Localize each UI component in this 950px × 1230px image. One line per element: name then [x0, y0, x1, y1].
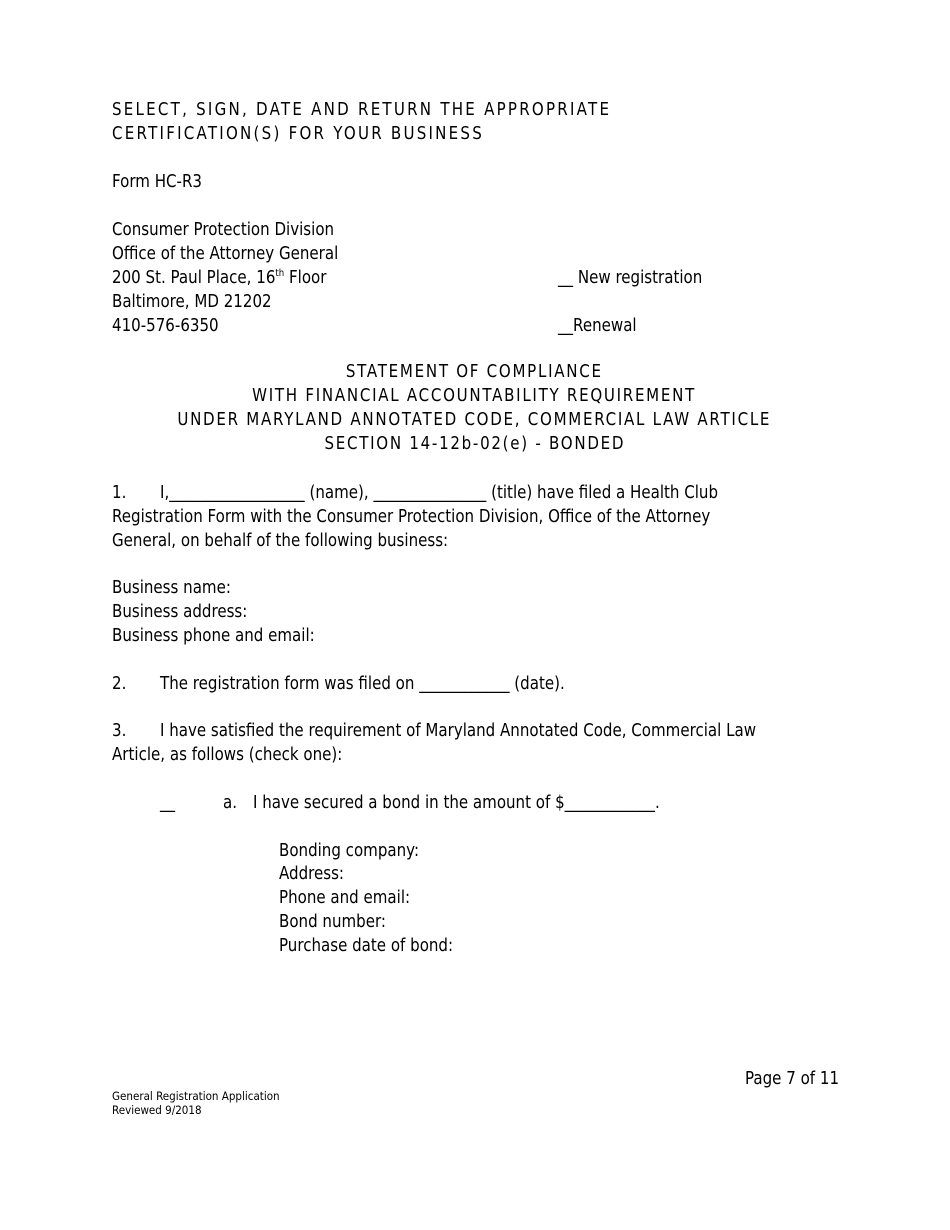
address-street-main: 200 St. Paul Place, 16 — [112, 268, 276, 288]
bond-number-label: Bond number: — [279, 912, 386, 932]
address-phone: 410-576-6350 — [112, 316, 219, 336]
bond-address-label: Address: — [279, 864, 345, 884]
business-name-label: Business name: — [112, 578, 231, 598]
option-a-checkbox[interactable]: __ — [160, 793, 176, 813]
new-registration-checkbox[interactable]: __ New registration — [558, 268, 703, 288]
address-division: Consumer Protection Division — [112, 220, 335, 240]
business-address-label: Business address: — [112, 602, 248, 622]
item-1-line-3: General, on behalf of the following business: — [112, 531, 449, 551]
footer-title: General Registration Application — [112, 1089, 280, 1103]
item-2-text[interactable]: The registration form was filed on ____________ (date). — [160, 674, 565, 694]
bonding-company-label: Bonding company: — [279, 841, 420, 861]
item-2-number: 2. — [112, 674, 127, 694]
option-a-text[interactable]: I have secured a bond in the amount of $____________. — [253, 793, 660, 813]
item-1-line-1[interactable]: I,__________________ (name), _______________ (title) have filed a Health Club — [160, 483, 719, 503]
renewal-checkbox[interactable]: __Renewal — [558, 316, 637, 336]
item-3-number: 3. — [112, 721, 127, 741]
footer-revision: Reviewed 9/2018 — [112, 1103, 202, 1117]
address-street-end: Floor — [284, 268, 327, 288]
address-street — [112, 266, 326, 290]
page-heading-line-1: SELECT, SIGN, DATE AND RETURN THE APPROPRIATE — [112, 100, 612, 120]
statement-title-line-4: SECTION 14-12b-02(e) - BONDED — [324, 434, 625, 454]
statement-title-line-2: WITH FINANCIAL ACCOUNTABILITY REQUIREMENT — [252, 386, 697, 406]
page-heading-line-2: CERTIFICATION(S) FOR YOUR BUSINESS — [112, 124, 485, 144]
form-id: Form HC-R3 — [112, 172, 202, 192]
address-office: Office of the Attorney General — [112, 244, 339, 264]
item-1-number: 1. — [112, 483, 127, 503]
bond-purchase-date-label: Purchase date of bond: — [279, 936, 454, 956]
address-street-ordinal: th — [275, 268, 285, 280]
business-contact-label: Business phone and email: — [112, 626, 315, 646]
item-3-line-2: Article, as follows (check one): — [112, 745, 343, 765]
statement-title-line-3: UNDER MARYLAND ANNOTATED CODE, COMMERCIAL LAW ARTICLE — [177, 410, 772, 430]
statement-title-line-1: STATEMENT OF COMPLIANCE — [346, 362, 603, 382]
address-city: Baltimore, MD 21202 — [112, 292, 272, 312]
page-number: Page 7 of 11 — [745, 1069, 840, 1089]
item-3-line-1: I have satisfied the requirement of Maryland Annotated Code, Commercial Law — [160, 721, 757, 741]
option-a-letter: a. — [223, 793, 238, 813]
bond-contact-label: Phone and email: — [279, 888, 411, 908]
item-1-line-2: Registration Form with the Consumer Protection Division, Office of the Attorney — [112, 507, 711, 527]
